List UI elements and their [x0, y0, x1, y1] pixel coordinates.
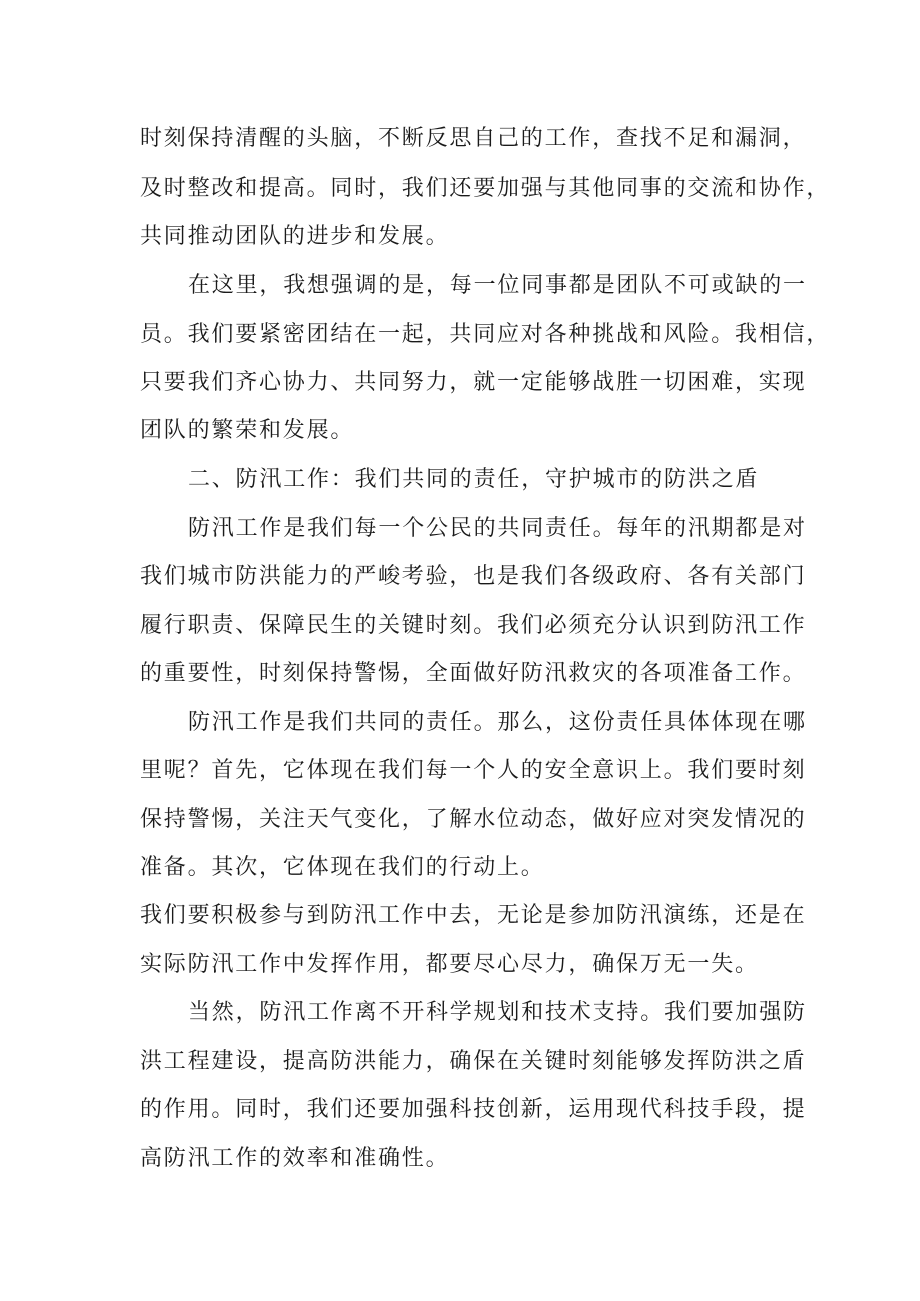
text-line-7: 团队的繁荣和发展。 [140, 418, 355, 443]
text-line-6: 只要我们齐心协力、共同努力，就一定能够战胜一切困难，实现 [140, 370, 807, 395]
text-line-21: 的作用。同时，我们还要加强科技创新，运用现代科技手段，提 [140, 1097, 807, 1122]
text-line-22: 高防汛工作的效率和准确性。 [140, 1146, 450, 1171]
text-line-17: 我们要积极参与到防汛工作中去，无论是参加防汛演练，还是在 [140, 903, 807, 928]
text-line-13: 防汛工作是我们共同的责任。那么，这份责任具体体现在哪 [188, 710, 807, 735]
text-line-14: 里呢？首先，它体现在我们每一个人的安全意识上。我们要时刻 [140, 758, 807, 783]
text-line-5: 员。我们要紧密团结在一起，共同应对各种挑战和风险。我相信， [140, 322, 831, 347]
text-line-15: 保持警惕，关注天气变化，了解水位动态，做好应对突发情况的 [140, 807, 807, 832]
text-line-3: 共同推动团队的进步和发展。 [140, 224, 450, 249]
text-line-9: 防汛工作是我们每一个公民的共同责任。每年的汛期都是对 [188, 516, 807, 541]
text-line-4: 在这里，我想强调的是，每一位同事都是团队不可或缺的一 [188, 273, 807, 298]
text-line-1: 时刻保持清醒的头脑，不断反思自己的工作，查找不足和漏洞， [140, 126, 807, 151]
text-line-16: 准备。其次，它体现在我们的行动上。 [140, 855, 545, 880]
text-line-11: 履行职责、保障民生的关键时刻。我们必须充分认识到防汛工作 [140, 613, 807, 638]
text-line-10: 我们城市防洪能力的严峻考验，也是我们各级政府、各有关部门 [140, 564, 807, 589]
text-line-19: 当然，防汛工作离不开科学规划和技术支持。我们要加强防 [188, 1000, 807, 1025]
text-line-20: 洪工程建设，提高防洪能力，确保在关键时刻能够发挥防洪之盾 [140, 1049, 807, 1074]
section-heading: 二、防汛工作：我们共同的责任，守护城市的防洪之盾 [188, 467, 760, 492]
text-line-18: 实际防汛工作中发挥作用，都要尽心尽力，确保万无一失。 [140, 952, 759, 977]
text-line-12: 的重要性，时刻保持警惕，全面做好防汛救灾的各项准备工作。 [140, 661, 807, 686]
text-line-2: 及时整改和提高。同时，我们还要加强与其他同事的交流和协作， [140, 176, 831, 201]
